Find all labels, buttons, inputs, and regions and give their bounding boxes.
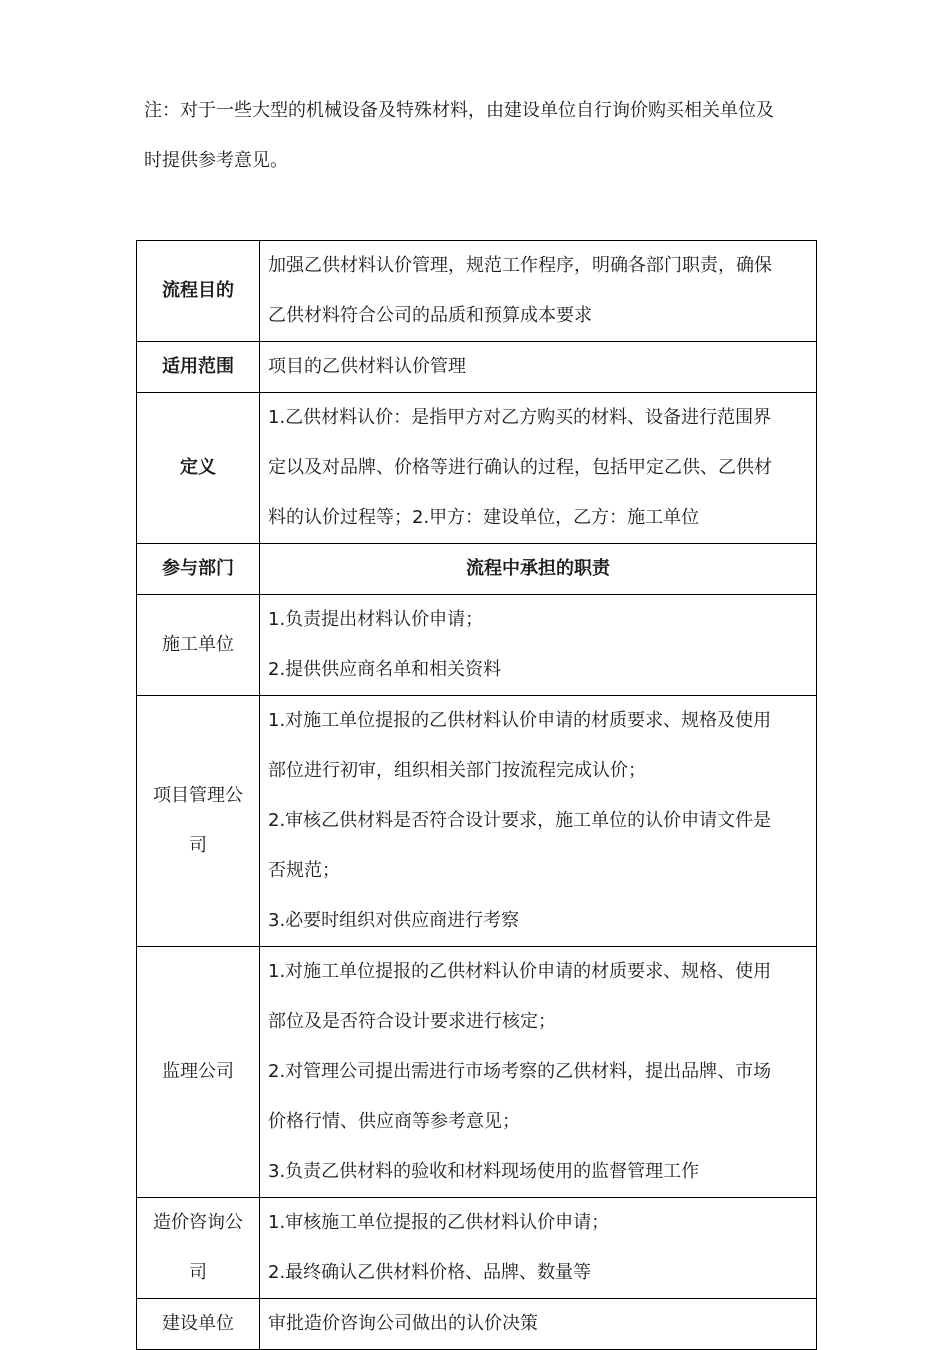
row-cost-consult xyxy=(137,1198,817,1299)
note-line-2: 时提供参考意见。 xyxy=(144,150,288,171)
supervision-line-3: 2.对管理公司提出需进行市场考察的乙供材料，提出品牌、市场 xyxy=(268,1061,772,1082)
cost-consult-content xyxy=(260,1198,817,1299)
pm-company-line-4: 否规范； xyxy=(268,860,340,881)
owner-line-1: 审批造价咨询公司做出的认价决策 xyxy=(268,1313,538,1334)
pm-company-line-1: 1.对施工单位提报的乙供材料认价申请的材质要求、规格及使用 xyxy=(268,710,772,731)
supervision-line-1: 1.对施工单位提报的乙供材料认价申请的材质要求、规格、使用 xyxy=(268,961,772,982)
purpose-label: 流程目的 xyxy=(137,241,260,342)
definition-line-2: 定以及对品牌、价格等进行确认的过程，包括甲定乙供、乙供材 xyxy=(268,457,772,478)
purpose-line-1: 加强乙供材料认价管理，规范工作程序，明确各部门职责，确保 xyxy=(268,255,772,276)
row-header xyxy=(137,544,817,595)
pm-company-label-line-2: 司 xyxy=(189,835,207,856)
supervision-content xyxy=(260,947,817,1198)
row-owner xyxy=(137,1299,817,1350)
pm-company-line-3: 2.审核乙供材料是否符合设计要求，施工单位的认价申请文件是 xyxy=(268,810,772,831)
supervision-line-2: 部位及是否符合设计要求进行核定； xyxy=(268,1011,556,1032)
row-purpose xyxy=(137,241,817,342)
owner-content xyxy=(260,1299,817,1350)
pm-company-line-5: 3.必要时组织对供应商进行考察 xyxy=(268,910,520,931)
row-supervision xyxy=(137,947,817,1198)
definition-line-3: 料的认价过程等；2.甲方：建设单位，乙方：施工单位 xyxy=(268,507,700,528)
scope-content xyxy=(260,342,817,393)
construction-label: 施工单位 xyxy=(137,595,260,696)
definition-line-1: 1.乙供材料认价：是指甲方对乙方购买的材料、设备进行范围界 xyxy=(268,407,772,428)
supervision-line-5: 3.负责乙供材料的验收和材料现场使用的监督管理工作 xyxy=(268,1161,700,1182)
cost-consult-label-line-2: 司 xyxy=(189,1262,207,1283)
row-scope xyxy=(137,342,817,393)
construction-line-2: 2.提供供应商名单和相关资料 xyxy=(268,659,502,680)
supervision-line-4: 价格行情、供应商等参考意见； xyxy=(268,1111,520,1132)
construction-content xyxy=(260,595,817,696)
cost-consult-label xyxy=(137,1198,260,1299)
header-duty: 流程中承担的职责 xyxy=(260,544,817,595)
definition-content xyxy=(260,393,817,544)
row-construction xyxy=(137,595,817,696)
definition-label: 定义 xyxy=(137,393,260,544)
purpose-line-2: 乙供材料符合公司的品质和预算成本要求 xyxy=(268,305,592,326)
pm-company-label-line-1: 项目管理公 xyxy=(153,785,243,806)
header-dept: 参与部门 xyxy=(137,544,260,595)
pm-company-label xyxy=(137,696,260,947)
row-definition xyxy=(137,393,817,544)
pm-company-line-2: 部位进行初审，组织相关部门按流程完成认价； xyxy=(268,760,646,781)
scope-label: 适用范围 xyxy=(137,342,260,393)
process-table xyxy=(136,240,817,1350)
note-line-1: 注：对于一些大型的机械设备及特殊材料，由建设单位自行询价购买相关单位及 xyxy=(144,100,774,121)
owner-label: 建设单位 xyxy=(137,1299,260,1350)
row-pm-company xyxy=(137,696,817,947)
construction-line-1: 1.负责提出材料认价申请； xyxy=(268,609,484,630)
purpose-content xyxy=(260,241,817,342)
cost-consult-line-2: 2.最终确认乙供材料价格、品牌、数量等 xyxy=(268,1262,592,1283)
cost-consult-label-line-1: 造价咨询公 xyxy=(153,1212,243,1233)
note-paragraph xyxy=(144,86,824,186)
supervision-label: 监理公司 xyxy=(137,947,260,1198)
pm-company-content xyxy=(260,696,817,947)
scope-line-1: 项目的乙供材料认价管理 xyxy=(268,356,466,377)
cost-consult-line-1: 1.审核施工单位提报的乙供材料认价申请； xyxy=(268,1212,610,1233)
